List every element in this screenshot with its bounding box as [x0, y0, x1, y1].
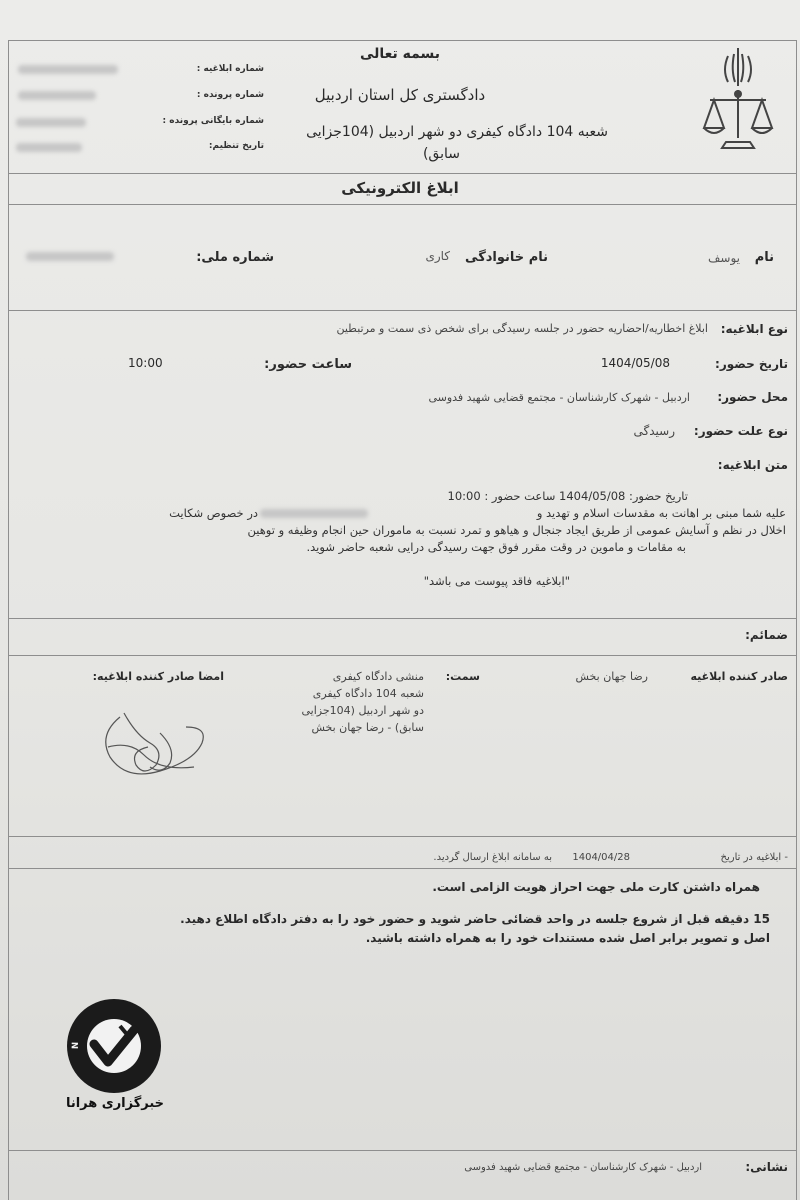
issuer-value: رضا جهان بخش	[575, 670, 648, 683]
divider	[8, 173, 797, 174]
court-name: دادگستری کل استان اردبیل	[314, 86, 486, 104]
role-label: سمت:	[445, 670, 480, 683]
family-name-value: کاری	[425, 249, 450, 263]
redacted-value	[18, 65, 118, 74]
appearance-reason-label: نوع علت حضور:	[693, 424, 788, 438]
appearance-place-label: محل حضور:	[717, 390, 788, 404]
archive-number-label: شماره بایگانی پرونده :	[162, 116, 264, 126]
address-label: نشانی:	[745, 1160, 788, 1174]
hrana-caption: خبرگزاری هرانا	[65, 1096, 165, 1111]
notice-type-value: ابلاغ اخطاریه/احضاریه حضور در جلسه رسیدگی برای شخص ذی سمت و مرتبطین	[336, 322, 708, 335]
dispatch-label: - ابلاغیه در تاریخ	[720, 852, 788, 863]
appearance-date-value: 1404/05/08	[600, 356, 670, 370]
attachments-label: ضمائم:	[745, 628, 788, 642]
notice-text-label: متن ابلاغیه:	[717, 458, 788, 472]
divider	[8, 655, 797, 656]
document-title: ابلاغ الکترونیکی	[341, 179, 459, 197]
no-attachment-note: "ابلاغیه فاقد پیوست می باشد"	[423, 574, 570, 588]
case-number-label: شماره پرونده :	[196, 90, 264, 100]
name-value: یوسف	[707, 251, 740, 265]
redacted-value	[18, 91, 96, 100]
appearance-time-label: ساعت حضور:	[264, 357, 352, 372]
branch-line-1: شعبه 104 دادگاه کیفری دو شهر اردبیل (104جزایی	[306, 124, 608, 140]
instruction-line: اصل و تصویر برابر اصل شده مستندات خود را به همراه داشته باشید.	[365, 931, 770, 945]
notice-number-label: شماره ابلاغیه :	[196, 64, 264, 74]
national-id-label: شماره ملی:	[196, 250, 274, 265]
hrana-logo	[66, 998, 162, 1094]
dispatch-suffix: به سامانه ابلاغ ارسال گردید.	[433, 852, 552, 863]
appearance-date-label: تاریخ حضور:	[715, 357, 788, 371]
divider	[8, 868, 797, 869]
notice-text-line: تاریخ حضور: 1404/05/08 ساعت حضور : 10:00	[447, 489, 688, 503]
name-label: نام	[754, 250, 774, 265]
appearance-time-value: 10:00	[128, 356, 163, 370]
divider	[8, 618, 797, 619]
family-name-label: نام خانوادگی	[465, 250, 548, 265]
role-line: منشی دادگاه کیفری	[332, 670, 424, 683]
divider	[8, 310, 797, 311]
notice-text-line: در خصوص شکایت	[169, 506, 258, 520]
invocation: بسمه تعالی	[359, 46, 441, 62]
notice-text-line: اخلال در نظم و آسایش عمومی از طریق ایجاد جنجال و هیاهو و تمرد نسبت به ماموران حین انجام وظیفه و توهین	[247, 523, 786, 537]
redacted-national-id	[26, 252, 114, 261]
divider	[8, 836, 797, 837]
role-line: سابق) - رضا جهان بخش	[311, 721, 424, 734]
appearance-place-value: اردبیل - شهرک کارشناسان - مجتمع قضایی شهید فدوسی	[428, 391, 690, 404]
dispatch-date: 1404/04/28	[572, 852, 630, 863]
branch-line-2: سابق)	[422, 146, 460, 162]
signature-label: امضا صادر کننده ابلاغیه:	[92, 670, 224, 683]
address-value: اردبیل - شهرک کارشناسان - مجتمع قضایی شهید فدوسی	[464, 1162, 702, 1173]
notice-text-line: علیه شما مبنی بر اهانت به مقدسات اسلام و تهدید و	[536, 506, 786, 520]
notice-type-label: نوع ابلاغیه:	[720, 322, 788, 336]
issuer-label: صادر کننده ابلاغیه	[690, 670, 788, 683]
notice-text-line: به مقامات و ماموین در وقت مقرر فوق جهت رسیدگی درایی شعبه حاضر شوید.	[306, 540, 686, 554]
appearance-reason-value: رسیدگی	[633, 424, 675, 438]
instruction-line: همراه داشتن کارت ملی جهت احراز هویت الزامی است.	[432, 880, 760, 894]
divider	[8, 1150, 797, 1151]
issue-date-label: تاریخ تنظیم:	[208, 141, 264, 151]
redacted-value	[16, 118, 86, 127]
role-line: شعبه 104 دادگاه کیفری	[312, 687, 424, 700]
redacted-value	[16, 143, 82, 152]
iran-emblem-icon	[698, 42, 778, 160]
redacted-complainant	[260, 509, 368, 518]
instruction-line: 15 دقیقه قبل از شروع جلسه در واحد قضائی حاضر شوید و حضور خود را به دفتر دادگاه اطلاع دهید.	[180, 912, 770, 926]
role-line: دو شهر اردبیل (104جزایی	[301, 704, 424, 717]
logo-ring-text: N	[70, 1041, 82, 1050]
divider	[8, 204, 797, 205]
handwritten-signature	[90, 705, 230, 785]
